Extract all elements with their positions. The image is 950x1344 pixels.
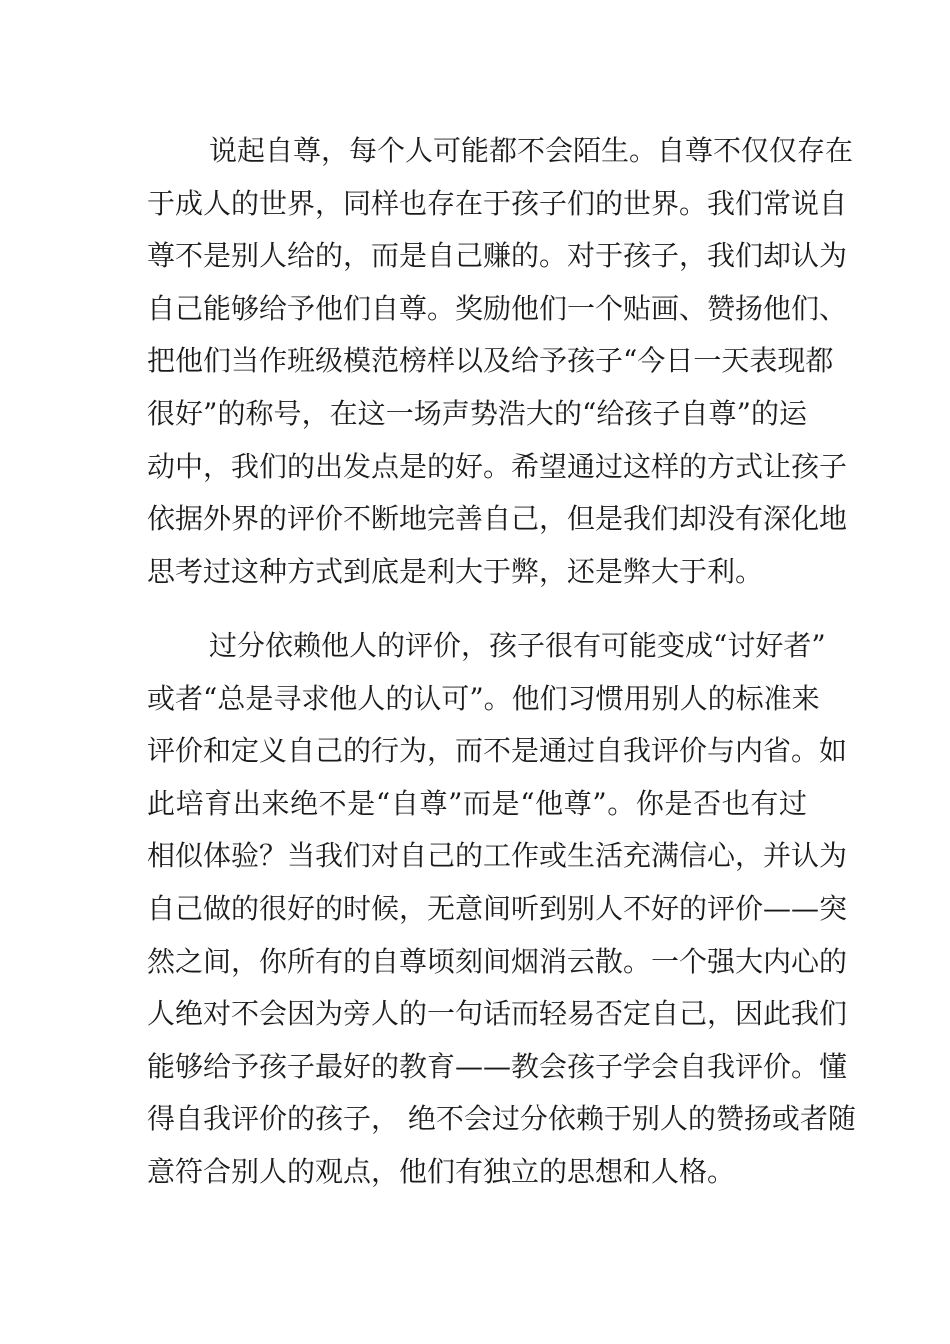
paragraph-line: 过分依赖他人的评价，孩子很有可能变成“讨好者” (209, 629, 826, 662)
paragraph-line: 然之间，你所有的自尊顷刻间烟消云散。一个强大内心的 (147, 944, 848, 978)
paragraph-line: 很好”的称号，在这一场声势浩大的“给孩子自尊”的运 (147, 396, 807, 430)
paragraph-1 (147, 125, 854, 598)
paragraph-line: 能够给予孩子最好的教育——教会孩子学会自我评价。懂 (147, 1049, 848, 1083)
paragraph-line: 自己能够给予他们自尊。奖励他们一个贴画、赞扬他们、 (147, 291, 848, 325)
paragraph-line: 意符合别人的观点，他们有独立的思想和人格。 (147, 1154, 736, 1188)
paragraph-line: 动中，我们的出发点是的好。希望通过这样的方式让孩子 (147, 449, 848, 483)
paragraph-line: 尊不是别人给的，而是自己赚的。对于孩子，我们却认为 (147, 239, 848, 273)
paragraph-line: 相似体验？当我们对自己的工作或生活充满信心，并认为 (147, 839, 848, 873)
paragraph-line: 于成人的世界，同样也存在于孩子们的世界。我们常说自 (147, 186, 848, 220)
paragraph-line: 人绝对不会因为旁人的一句话而轻易否定自己，因此我们 (147, 997, 848, 1031)
paragraph-line: 或者“总是寻求他人的认可”。他们习惯用别人的标准来 (147, 681, 820, 715)
paragraph-line: 把他们当作班级模范榜样以及给予孩子“今日一天表现都 (147, 344, 834, 378)
paragraph-line: 说起自尊，每个人可能都不会陌生。自尊不仅仅存在 (209, 134, 854, 167)
paragraph-line: 得自我评价的孩子， 绝不会过分依赖于别人的赞扬或者随 (147, 1102, 856, 1136)
paragraph-line: 思考过这种方式到底是利大于弊，还是弊大于利。 (147, 554, 764, 588)
paragraph-line: 评价和定义自己的行为，而不是通过自我评价与内省。如 (147, 734, 848, 768)
paragraph-2 (147, 620, 856, 1199)
paragraph-line: 自己做的很好的时候，无意间听到别人不好的评价——突 (147, 891, 848, 925)
paragraph-line: 依据外界的评价不断地完善自己，但是我们却没有深化地 (147, 502, 848, 536)
paragraph-line: 此培育出来绝不是“自尊”而是“他尊”。你是否也有过 (147, 786, 807, 820)
